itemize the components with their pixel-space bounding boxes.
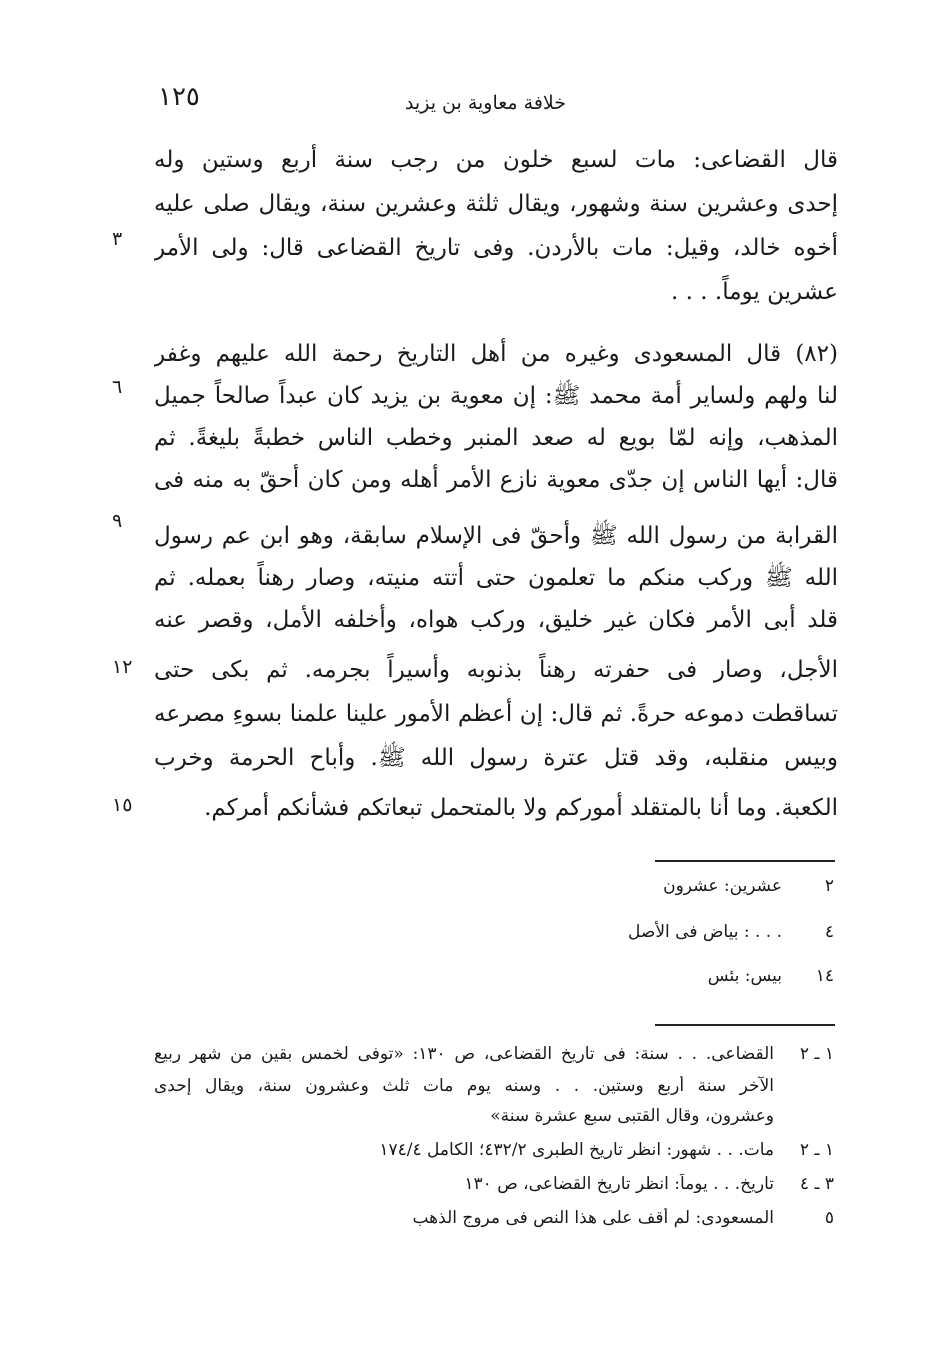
footnote-text: القضاعى. . . سنة: فى تاريخ القضاعى، ص ١٣٠: «توفى لخمس بقين من شهر ربيع	[154, 1044, 774, 1064]
text-line: تساقطت دموعه حرةً. ثم قال: إن أعظم الأمور علينا علمنا بسوءِ مصرعه	[154, 701, 838, 727]
running-title: خلافة معاوية بن يزيد	[404, 92, 566, 114]
text-line: لنا ولهم ولساير أمة محمد ﷺ: إن معوية بن يزيد كان عبداً صالحاً جميل	[154, 383, 838, 409]
text-line: وبيس منقلبه، وقد قتل عترة رسول الله ﷺ. وأباح الحرمة وخرب	[154, 745, 838, 771]
page-header	[150, 82, 840, 122]
text-line: (٨٢) قال المسعودى وغيره من أهل التاريخ رحمة الله عليهم وغفر	[154, 341, 838, 367]
footnote-text: وعشرون، وقال القتبى سبع عشرة سنة»	[490, 1106, 774, 1126]
footnote-text: الآخر سنة أربع وستين. . . وسنه يوم مات ثلث وعشرون سنة، ويقال إحدى	[154, 1076, 774, 1096]
text-line: الله ﷺ وركب منكم ما تعلمون حتى أتته منيته، وصار رهناً بعمله. ثم	[154, 565, 838, 591]
line-number: ٦	[112, 376, 123, 398]
variant-line-ref: ٤	[824, 922, 834, 942]
variant-line-ref: ١٤	[815, 966, 834, 986]
text-line: عشرين يوماً. . . .	[671, 279, 838, 305]
footnote-text: المسعودى: لم أقف على هذا النص فى مروج الذهب	[412, 1208, 774, 1228]
page-number: ١٢٥	[158, 82, 200, 112]
text-line: الكعبة. وما أنا بالمتقلد أموركم ولا بالمتحمل تبعاتكم فشأنكم أمركم.	[204, 795, 838, 821]
footnote-line-ref: ١ ـ ٢	[799, 1044, 834, 1064]
text-line: قال: أيها الناس إن جدّى معوية نازع الأمر أهله ومن كان أحقّ به منه فى	[154, 467, 838, 493]
text-line: قلد أبى الأمر فكان غير خليق، وركب هواه، وأخلفه الأمل، وقصر عنه	[154, 607, 838, 633]
notes-divider	[655, 1024, 835, 1026]
footnote-line-ref: ٥	[824, 1208, 834, 1228]
footnote-line-ref: ٣ ـ ٤	[799, 1174, 834, 1194]
line-number: ١٥	[112, 794, 133, 816]
footnote-text: تاريخ. . . يوماً: انظر تاريخ القضاعى، ص ١٣٠	[464, 1174, 774, 1194]
footnote-line-ref: ١ ـ ٢	[799, 1140, 834, 1160]
variants-divider	[655, 860, 835, 862]
text-line: أخوه خالد، وقيل: مات بالأردن. وفى تاريخ القضاعى قال: ولى الأمر	[154, 235, 838, 261]
variant-text: بيس: بئس	[707, 966, 782, 986]
footnote-text: مات. . . شهور: انظر تاريخ الطبرى ٤٣٢/٢؛ الكامل ١٧٤/٤	[379, 1140, 774, 1160]
variant-text: عشرين: عشرون	[663, 876, 782, 896]
text-line: القرابة من رسول الله ﷺ وأحقّ فى الإسلام سابقة، وهو ابن عم رسول	[154, 523, 838, 549]
line-number: ٣	[112, 228, 123, 250]
text-line: قال القضاعى: مات لسبع خلون من رجب سنة أربع وستين وله	[154, 147, 838, 173]
text-line: الأجل، وصار فى حفرته رهناً بذنوبه وأسيراً بجرمه. ثم بكى حتى	[154, 657, 838, 683]
variant-line-ref: ٢	[824, 876, 834, 896]
line-number: ٩	[112, 510, 123, 532]
line-number: ١٢	[112, 656, 133, 678]
text-line: المذهب، وإنه لمّا بويع له صعد المنبر وخطب الناس خطبةً بليغةً. ثم	[154, 425, 838, 451]
text-line: إحدى وعشرين سنة وشهور، ويقال ثلثة وعشرين سنة، ويقال صلى عليه	[154, 191, 838, 217]
variant-text: . . . : بياض فى الأصل	[628, 922, 782, 942]
